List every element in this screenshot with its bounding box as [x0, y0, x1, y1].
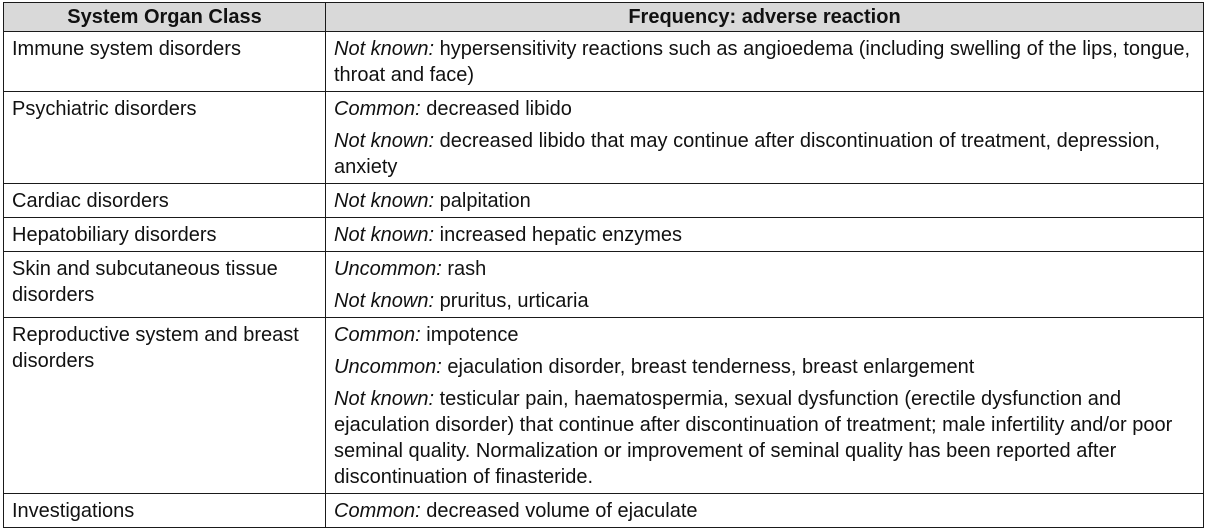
table-row: [4, 252, 1204, 318]
reaction-cell: [326, 494, 1204, 528]
table-row: [4, 32, 1204, 92]
adverse-reactions-table: [3, 2, 1204, 528]
reaction-entry: [334, 386, 1195, 490]
reaction-text: pruritus, urticaria: [439, 290, 589, 312]
frequency-label: Common:: [334, 500, 421, 522]
reaction-entry: [334, 256, 1195, 282]
reaction-text: ejaculation disorder, breast tenderness, breast enlargement: [447, 356, 975, 378]
table-row: [4, 218, 1204, 252]
header-row: [4, 3, 1204, 32]
reaction-text: hypersensitivity reactions such as angioedema (including swelling of the lips, tongue, throat and face): [334, 38, 1191, 86]
reaction-text: rash: [447, 258, 487, 280]
reaction-cell: [326, 218, 1204, 252]
table-row: [4, 318, 1204, 494]
frequency-label: Not known:: [334, 190, 435, 212]
reaction-text: decreased libido that may continue after discontinuation of treatment, depression, anxiety: [334, 130, 1161, 178]
reaction-entry: [334, 188, 1195, 214]
frequency-label: Not known:: [334, 388, 435, 410]
table-body: [4, 32, 1204, 528]
frequency-label: Uncommon:: [334, 356, 442, 378]
table-row: [4, 184, 1204, 218]
soc-cell: Cardiac disorders: [4, 184, 326, 218]
frequency-label: Common:: [334, 98, 421, 120]
table-row: [4, 494, 1204, 528]
frequency-label: Not known:: [334, 38, 435, 60]
reaction-entry: [334, 128, 1195, 180]
reaction-entry: [334, 288, 1195, 314]
header-system-organ-class: System Organ Class: [4, 3, 326, 32]
reaction-entry: [334, 322, 1195, 348]
soc-cell: Reproductive system and breast disorders: [4, 318, 326, 494]
frequency-label: Not known:: [334, 224, 435, 246]
header-frequency-adverse-reaction: Frequency: adverse reaction: [326, 3, 1204, 32]
reaction-cell: [326, 318, 1204, 494]
soc-cell: Skin and subcutaneous tissue disorders: [4, 252, 326, 318]
reaction-text: decreased volume of ejaculate: [426, 500, 698, 522]
reaction-entry: [334, 222, 1195, 248]
reaction-entry: [334, 354, 1195, 380]
soc-cell: Hepatobiliary disorders: [4, 218, 326, 252]
reaction-text: decreased libido: [426, 98, 572, 120]
reaction-text: palpitation: [439, 190, 531, 212]
reaction-text: increased hepatic enzymes: [439, 224, 682, 246]
soc-cell: Investigations: [4, 494, 326, 528]
reaction-cell: [326, 92, 1204, 184]
reaction-cell: [326, 184, 1204, 218]
table-header: [4, 3, 1204, 32]
reaction-entry: [334, 96, 1195, 122]
frequency-label: Common:: [334, 324, 421, 346]
reaction-cell: [326, 32, 1204, 92]
reaction-entry: [334, 498, 1195, 524]
reaction-text: testicular pain, haematospermia, sexual dysfunction (erectile dysfunction and ejaculation disorder) that continue after discontinuation of treatment; male infertility and/or poor seminal quality. Normalization or improvement of seminal quality has been reported after discontinuation of finasteride.: [334, 388, 1173, 488]
soc-cell: Immune system disorders: [4, 32, 326, 92]
frequency-label: Not known:: [334, 290, 435, 312]
table-row: [4, 92, 1204, 184]
reaction-entry: [334, 36, 1195, 88]
reaction-text: impotence: [426, 324, 519, 346]
frequency-label: Not known:: [334, 130, 435, 152]
soc-cell: Psychiatric disorders: [4, 92, 326, 184]
reaction-cell: [326, 252, 1204, 318]
frequency-label: Uncommon:: [334, 258, 442, 280]
